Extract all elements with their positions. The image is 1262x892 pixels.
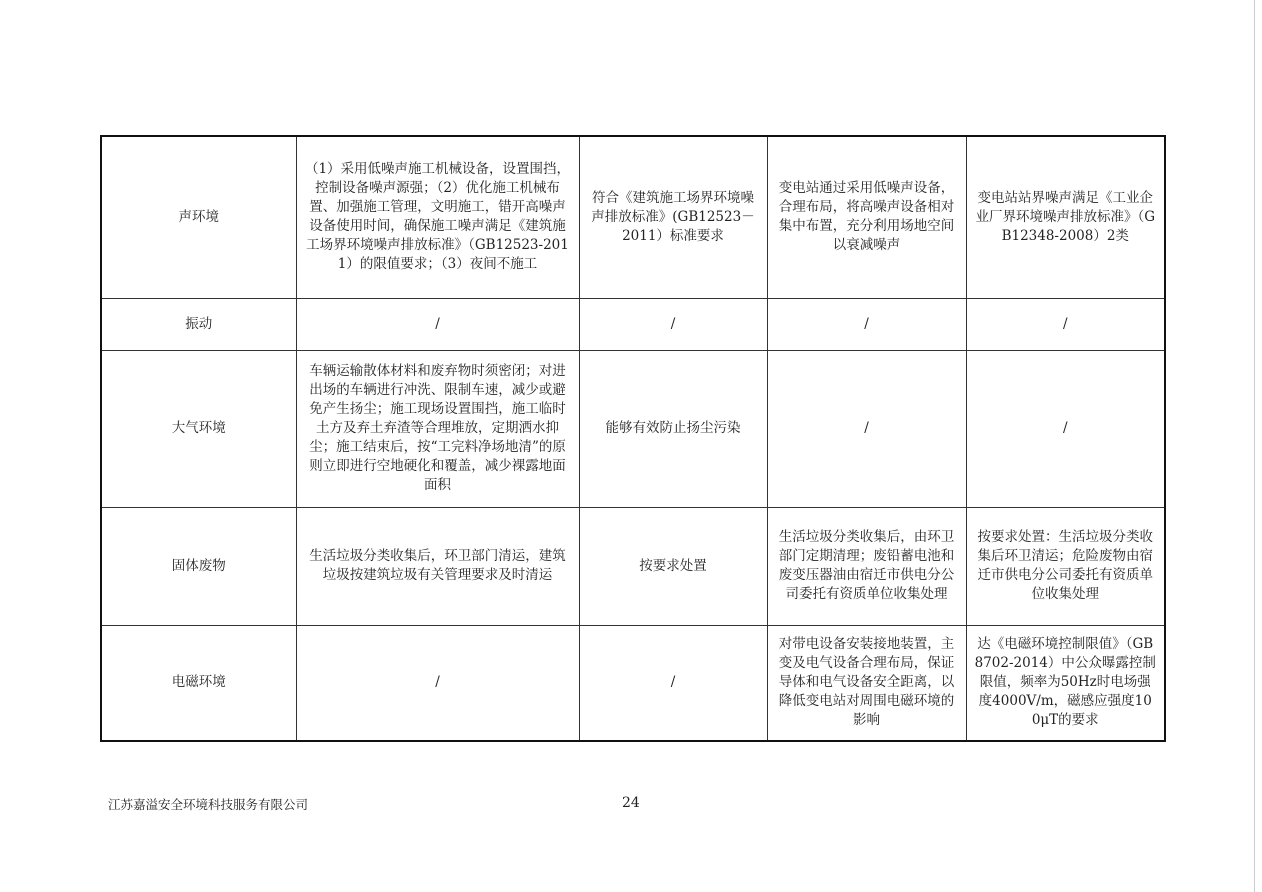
construction-effect-cell: 符合《建筑施工场界环境噪声排放标准》(GB12523－2011）标准要求 [579,136,767,298]
construction-measure-cell: / [296,298,579,350]
table-row [101,350,1165,507]
operation-measure-cell: 对带电设备安装接地装置，主变及电气设备合理布局，保证导体和电气设备安全距离，以降低变电站对周围电磁环境的影响 [767,625,966,741]
operation-measure-cell: / [767,298,966,350]
operation-measure-cell: 变电站通过采用低噪声设备，合理布局，将高噪声设备相对集中布置，充分利用场地空间以衰减噪声 [767,136,966,298]
construction-effect-cell: 按要求处置 [579,507,767,625]
construction-measure-cell: / [296,625,579,741]
operation-effect-cell: / [966,298,1165,350]
construction-measure-cell: （1）采用低噪声施工机械设备，设置围挡，控制设备噪声源强；（2）优化施工机械布置、加强施工管理，文明施工，错开高噪声设备使用时间，确保施工噪声满足《建筑施工场界环境噪声排放标准》（GB12523-2011）的限值要求；（3）夜间不施工 [296,136,579,298]
category-cell: 大气环境 [101,350,296,507]
operation-measure-cell: 生活垃圾分类收集后，由环卫部门定期清理；废铅蓄电池和废变压器油由宿迁市供电分公司委托有资质单位收集处理 [767,507,966,625]
footer-company: 江苏嘉溢安全环境科技服务有限公司 [108,797,309,812]
page-number: 24 [622,795,640,811]
measures-table [100,135,1166,742]
table-row [101,298,1165,350]
operation-effect-cell: 变电站站界噪声满足《工业企业厂界环境噪声排放标准》（GB12348-2008）2类 [966,136,1165,298]
construction-effect-cell: / [579,625,767,741]
table-row [101,507,1165,625]
table-row [101,625,1165,741]
construction-measure-cell: 生活垃圾分类收集后，环卫部门清运，建筑垃圾按建筑垃圾有关管理要求及时清运 [296,507,579,625]
category-cell: 声环境 [101,136,296,298]
operation-effect-cell: 达《电磁环境控制限值》（GB8702-2014）中公众曝露控制限值，频率为50Hz时电场强度4000V/m，磁感应强度100μT的要求 [966,625,1165,741]
page-edge [1254,0,1255,892]
construction-effect-cell: 能够有效防止扬尘污染 [579,350,767,507]
operation-measure-cell: / [767,350,966,507]
operation-effect-cell: / [966,350,1165,507]
category-cell: 固体废物 [101,507,296,625]
table-row [101,136,1165,298]
operation-effect-cell: 按要求处置：生活垃圾分类收集后环卫清运；危险废物由宿迁市供电分公司委托有资质单位收集处理 [966,507,1165,625]
category-cell: 振动 [101,298,296,350]
construction-effect-cell: / [579,298,767,350]
construction-measure-cell: 车辆运输散体材料和废弃物时须密闭；对进出场的车辆进行冲洗、限制车速，减少或避免产生扬尘；施工现场设置围挡，施工临时土方及弃土弃渣等合理堆放，定期洒水抑尘；施工结束后，按“工完料净场地清”的原则立即进行空地硬化和覆盖，减少裸露地面面积 [296,350,579,507]
category-cell: 电磁环境 [101,625,296,741]
